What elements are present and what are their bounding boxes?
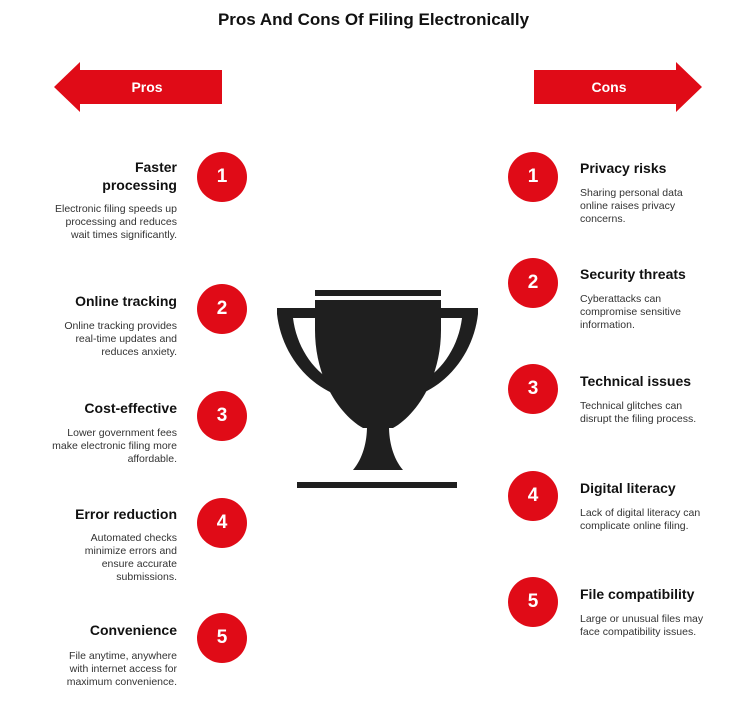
pro-description: Online tracking provides real-time updates and reduces anxiety. <box>64 320 177 358</box>
number-badge: 3 <box>197 391 247 441</box>
number-badge: 1 <box>197 152 247 202</box>
trophy-icon <box>275 290 480 490</box>
number-badge: 3 <box>508 364 558 414</box>
pro-description: Lower government fees make electronic filing more affordable. <box>52 427 177 465</box>
pros-header-label: Pros <box>131 79 163 95</box>
pro-description: Electronic filing speeds up processing and reduces wait times significantly. <box>55 203 177 241</box>
pro-title: Cost-effective <box>84 400 177 416</box>
con-description: Lack of digital literacy can complicate online filing. <box>580 507 701 532</box>
pro-title: Online tracking <box>75 293 177 309</box>
pro-description: Automated checks minimize errors and ensure accurate submissions. <box>84 532 177 583</box>
number-badge: 4 <box>197 498 247 548</box>
pro-title: Convenience <box>89 622 177 638</box>
cons-header-arrow <box>534 62 702 112</box>
con-title: Privacy risks <box>580 160 667 176</box>
pro-title: Error reduction <box>75 506 177 522</box>
pro-title: Faster processing <box>102 159 177 193</box>
con-title: File compatibility <box>580 586 695 602</box>
con-description: Cyberattacks can compromise sensitive information. <box>580 293 681 331</box>
con-description: Sharing personal data online raises privacy concerns. <box>580 187 683 225</box>
con-title: Digital literacy <box>580 480 676 496</box>
pros-header-arrow <box>54 62 222 112</box>
con-title: Technical issues <box>580 373 692 389</box>
number-badge: 1 <box>508 152 558 202</box>
number-badge: 5 <box>197 613 247 663</box>
number-badge: 4 <box>508 471 558 521</box>
con-description: Large or unusual files may face compatibility issues. <box>580 613 704 638</box>
number-badge: 5 <box>508 577 558 627</box>
page-title: Pros And Cons Of Filing Electronically <box>217 10 530 29</box>
con-title: Security threats <box>580 266 686 282</box>
con-description: Technical glitches can disrupt the filing process. <box>580 400 697 425</box>
number-badge: 2 <box>197 284 247 334</box>
pro-description: File anytime, anywhere with internet access for maximum convenience. <box>66 650 177 688</box>
cons-header-label: Cons <box>591 79 627 95</box>
number-badge: 2 <box>508 258 558 308</box>
